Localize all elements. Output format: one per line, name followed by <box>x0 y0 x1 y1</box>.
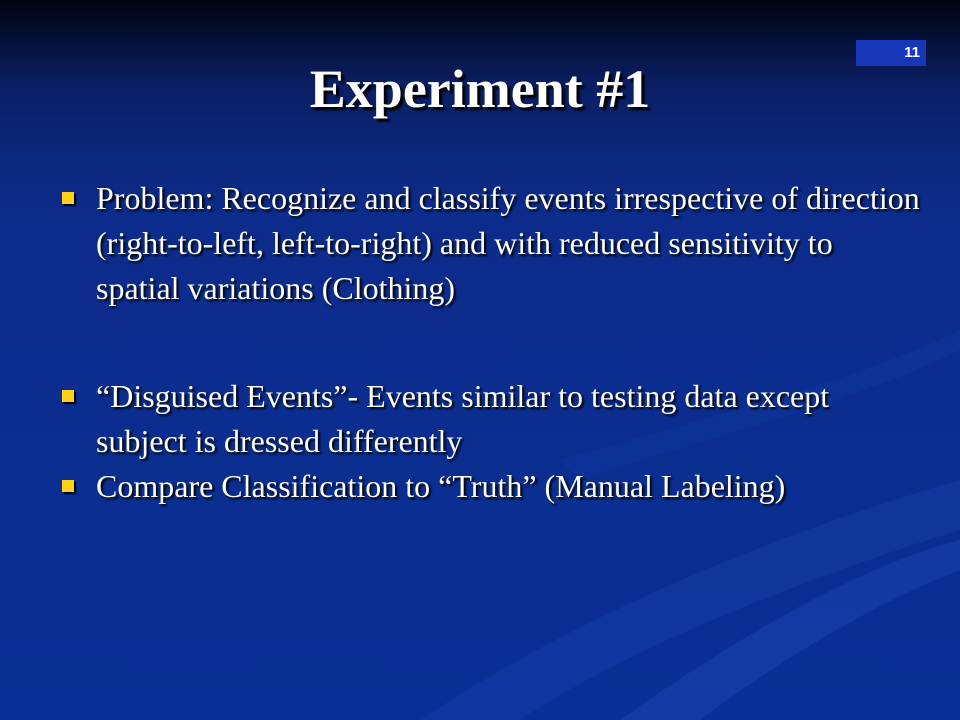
square-bullet-icon <box>62 390 74 402</box>
slide-number-badge: 11 <box>856 40 926 66</box>
square-bullet-icon <box>62 480 74 492</box>
slide-title: Experiment #1 <box>309 59 651 119</box>
bullet-item <box>60 176 920 311</box>
bullet-text: “Disguised Events”- Events similar to testing data except subject is dressed differently <box>96 378 830 459</box>
bullet-list <box>60 176 920 509</box>
square-bullet-icon <box>62 192 74 204</box>
bullet-text: Compare Classification to “Truth” (Manual Labeling) <box>96 468 786 504</box>
bullet-text: Problem: Recognize and classify events irrespective of direction (right-to-left, left-to-right) and with reduced sensitivity to spatial variations (Clothing) <box>96 180 920 306</box>
bullet-item <box>60 464 920 509</box>
bullet-item <box>60 374 920 464</box>
